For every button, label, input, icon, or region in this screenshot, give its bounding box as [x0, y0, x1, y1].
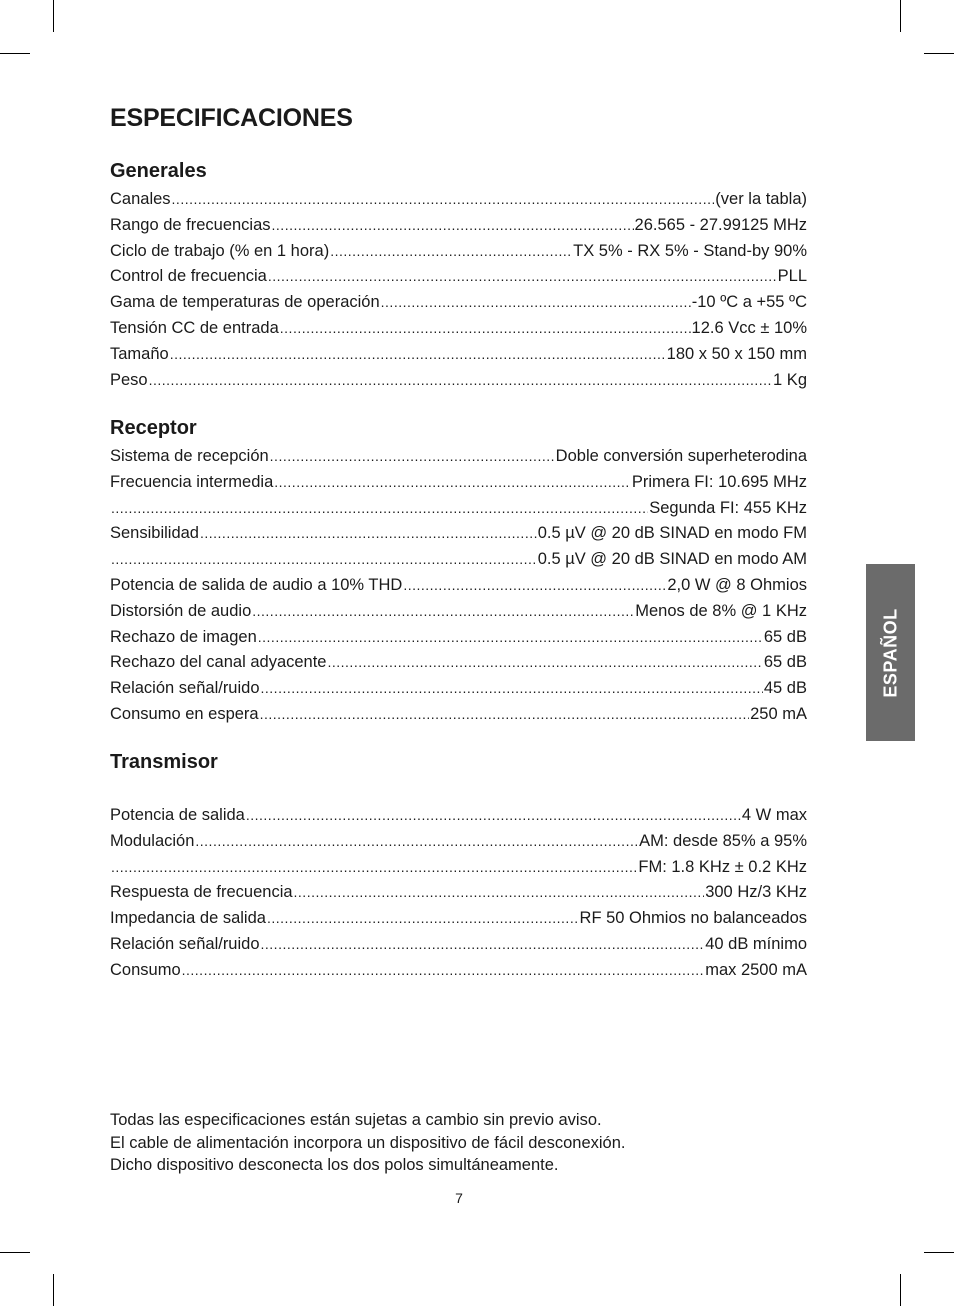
dot-leader [272, 213, 634, 239]
spec-label: Rechazo de imagen [110, 627, 257, 646]
footnote: El cable de alimentación incorpora un dispositivo de fácil desconexión. [110, 1133, 626, 1152]
footnote: Dicho dispositivo desconecta los dos polos simultáneamente. [110, 1156, 559, 1174]
spec-row [110, 290, 807, 316]
dot-leader [267, 906, 579, 932]
spec-label: Modulación [110, 831, 195, 850]
spec-label: Ciclo de trabajo (% en 1 hora) [110, 241, 330, 260]
spec-value: 250 mA [750, 704, 807, 723]
dot-leader [111, 547, 537, 573]
crop-mark-top-left-h [0, 53, 30, 54]
spec-label: Consumo [110, 960, 181, 979]
spec-row [110, 829, 807, 855]
spec-value: 180 x 50 x 150 mm [666, 344, 807, 363]
dot-leader [330, 239, 572, 265]
spec-value: FM: 1.8 KHz ± 0.2 KHz [638, 857, 807, 876]
crop-mark-top-right [900, 0, 901, 32]
spec-value: (ver la tabla) [715, 190, 807, 208]
crop-mark-bottom-right-h [924, 1252, 954, 1253]
spec-row [110, 342, 807, 368]
spec-row [110, 702, 807, 728]
spec-value: TX 5% - RX 5% - Stand-by 90% [573, 241, 807, 260]
spec-label: Rango de frecuencias [110, 215, 271, 234]
spec-list-transmisor [110, 803, 807, 984]
page-number: 7 [455, 1190, 463, 1206]
spec-value: AM: desde 85% a 95% [639, 831, 807, 850]
spec-value: 45 dB [763, 679, 807, 698]
spec-label: Consumo en espera [110, 704, 259, 723]
spec-label: Sistema de recepción [110, 447, 269, 465]
spec-row [110, 625, 807, 651]
dot-leader [170, 342, 666, 368]
dot-leader [294, 880, 705, 906]
spec-value: 1 Kg [773, 370, 807, 389]
spec-value: 12.6 Vcc ± 10% [691, 318, 807, 337]
spec-row [110, 264, 807, 290]
dot-leader [261, 932, 705, 958]
dot-leader [111, 496, 648, 522]
spec-value: 0.5 µV @ 20 dB SINAD en modo AM [537, 550, 807, 569]
spec-label: Peso [110, 370, 148, 389]
crop-mark-bottom-left-h [0, 1252, 30, 1253]
spec-value: RF 50 Ohmios no balanceados [579, 909, 807, 928]
spec-label: Canales [110, 190, 171, 208]
spec-row [110, 239, 807, 265]
dot-leader [200, 521, 537, 547]
dot-leader [403, 573, 666, 599]
spec-row [110, 547, 807, 573]
spec-row [110, 676, 807, 702]
spec-value: -10 ºC a +55 ºC [691, 293, 807, 312]
dot-leader [260, 702, 750, 728]
dot-leader [274, 470, 631, 496]
spec-value: 65 dB [763, 653, 807, 672]
spec-value: Doble conversión superheterodina [555, 447, 807, 465]
spec-list-receptor [110, 444, 807, 728]
spec-row [110, 573, 807, 599]
spec-row [110, 521, 807, 547]
spec-label: Tensión CC de entrada [110, 318, 279, 337]
language-tab-label: ESPAÑOL [880, 607, 900, 698]
dot-leader [381, 290, 691, 316]
spec-value: 300 Hz/3 KHz [705, 883, 807, 902]
spec-row [110, 316, 807, 342]
dot-leader [182, 958, 705, 984]
spec-label: Frecuencia intermedia [110, 472, 274, 491]
spec-label: Respuesta de frecuencia [110, 883, 293, 902]
spec-row [110, 958, 807, 984]
page-title: ESPECIFICACIONES [110, 104, 353, 132]
spec-row [110, 444, 807, 470]
spec-row [110, 880, 807, 906]
language-tab [866, 564, 915, 741]
spec-value: 0.5 µV @ 20 dB SINAD en modo FM [537, 524, 807, 543]
spec-row [110, 368, 807, 394]
spec-list-generales [110, 187, 807, 393]
spec-label: Rechazo del canal adyacente [110, 653, 327, 672]
dot-leader [246, 803, 741, 829]
spec-label: Potencia de salida [110, 806, 245, 824]
spec-label: Potencia de salida de audio a 10% THD [110, 575, 403, 594]
footnote: Todas las especificaciones están sujetas a cambio sin previo aviso. [110, 1111, 602, 1129]
spec-label: Gama de temperaturas de operación [110, 293, 380, 312]
dot-leader [270, 444, 555, 470]
spec-label: Relación señal/ruido [110, 934, 260, 953]
dot-leader [268, 264, 777, 290]
section-title-generales: Generales [110, 160, 207, 182]
spec-value: max 2500 mA [705, 960, 807, 979]
spec-value: 4 W max [741, 806, 807, 824]
spec-row [110, 803, 807, 829]
spec-row [110, 855, 807, 881]
dot-leader [327, 650, 762, 676]
crop-mark-top-right-h [924, 53, 954, 54]
spec-row [110, 187, 807, 213]
dot-leader [195, 829, 638, 855]
spec-label: Impedancia de salida [110, 909, 266, 928]
section-title-transmisor: Transmisor [110, 751, 218, 773]
spec-value: 26.565 - 27.99125 MHz [634, 215, 807, 234]
spec-row [110, 932, 807, 958]
spec-label: Sensibilidad [110, 524, 199, 543]
dot-leader [111, 855, 637, 881]
spec-row [110, 496, 807, 522]
spec-label: Tamaño [110, 344, 169, 363]
dot-leader [280, 316, 691, 342]
spec-row [110, 213, 807, 239]
spec-row [110, 470, 807, 496]
dot-leader [149, 368, 772, 394]
spec-row [110, 599, 807, 625]
crop-mark-top-left [53, 0, 54, 32]
spec-label: Distorsión de audio [110, 601, 252, 620]
footnotes [110, 1109, 625, 1177]
section-title-receptor: Receptor [110, 417, 197, 439]
crop-mark-bottom-right [900, 1274, 901, 1306]
spec-label: Control de frecuencia [110, 267, 267, 286]
dot-leader [172, 187, 715, 213]
dot-leader [258, 625, 763, 651]
spec-value: Primera FI: 10.695 MHz [631, 472, 807, 491]
spec-value: Menos de 8% @ 1 KHz [635, 601, 807, 620]
spec-row [110, 906, 807, 932]
dot-leader [252, 599, 634, 625]
dot-leader [261, 676, 763, 702]
spec-value: 40 dB mínimo [705, 934, 807, 953]
spec-label: Relación señal/ruido [110, 679, 260, 698]
spec-value: PLL [777, 267, 807, 286]
spec-value: 65 dB [763, 627, 807, 646]
spec-value: 2,0 W @ 8 Ohmios [667, 575, 807, 594]
spec-value: Segunda FI: 455 KHz [649, 498, 807, 517]
crop-mark-bottom-left [53, 1274, 54, 1306]
spec-row [110, 650, 807, 676]
